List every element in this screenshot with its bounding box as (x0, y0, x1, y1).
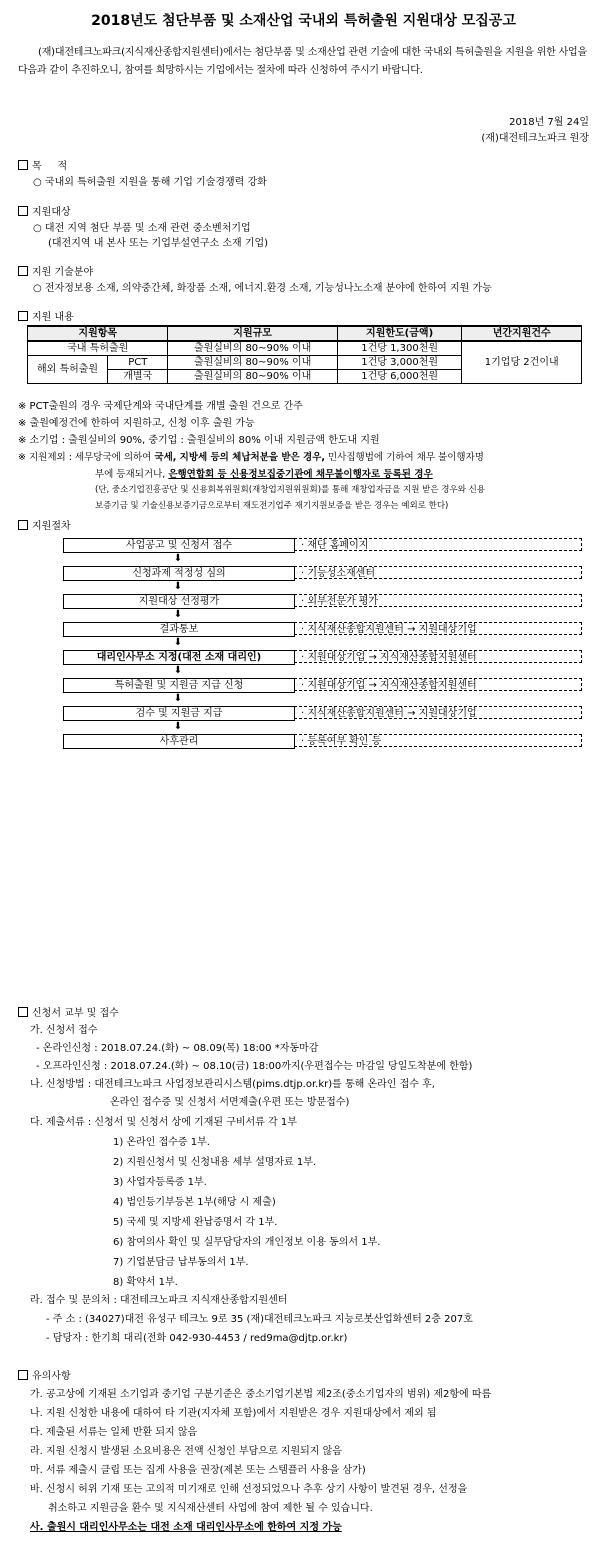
caution-line: 취소하고 지원금을 환수 및 지식재산센터 사업에 참여 제한 될 수 있습니다. (48, 1503, 373, 1514)
procedure-step: 신청과제 적정성 심의 (63, 566, 295, 581)
section-purpose-heading: 목 적 (18, 157, 67, 172)
table-header-limit: 지원한도(금액) (337, 326, 462, 341)
issuer: (재)대전테크노파크 원장 (481, 133, 589, 144)
application-line: 라. 접수 및 문의처 : 대전테크노파크 지식재산종합지원센터 (30, 1295, 288, 1306)
row-subitem: PCT (108, 356, 168, 370)
note-exclusion-line2: 부에 등재되거나, 은행연합회 등 신용정보집중기관에 채무불이행자로 등록된 경우 (95, 469, 433, 480)
procedure-step: 검수 및 지원금 지급 (63, 706, 295, 721)
document-item: 8) 확약서 1부. (113, 1277, 178, 1288)
table-row (28, 341, 582, 356)
checkbox-square-icon (18, 206, 28, 216)
arrow-down-icon: ⬇ (173, 721, 183, 732)
row-scale: 출원실비의 80~90% 이내 (168, 341, 337, 356)
application-line: - 온라인신청 : 2018.07.24.(화) ~ 08.09(목) 18:00 *자동마감 (36, 1043, 319, 1054)
application-contact: - 담당자 : 한기희 대리(전화 042-930-4453 / red9ma@djtp.or.kr) (46, 1333, 348, 1344)
row-item: 국내 특허출원 (28, 341, 168, 356)
caution-line: 바. 신청시 허위 기재 또는 고의적 미기재로 인해 선정되었으나 추후 상기 사항이 발견된 경우, 선정을 (30, 1484, 468, 1495)
arrow-down-icon: ⬇ (173, 609, 183, 620)
row-limit: 1건당 3,000천원 (337, 356, 462, 370)
procedure-step: 지원대상 선정평가 (63, 594, 295, 609)
caution-line-emphasis: 사. 출원시 대리인사무소는 대전 소재 대리인사무소에 한하여 지정 가능 (30, 1522, 342, 1533)
section-cautions-heading: 유의사항 (18, 1367, 71, 1382)
caution-line: 라. 지원 신청시 발생된 소요비용은 전액 신청인 부담으로 지원되지 않음 (30, 1446, 342, 1457)
document-item: 1) 온라인 접수증 1부. (113, 1137, 210, 1148)
application-line: 가. 신청서 접수 (30, 1025, 98, 1036)
note-exclusion-line4: 보증기금 및 기술신용보증기금으로부터 재도전기업주 재기지원보증을 받은 경우는 예외로 한다) (95, 501, 449, 511)
checkbox-square-icon (18, 1007, 28, 1017)
section-field-heading: 지원 기술분야 (18, 263, 93, 278)
arrow-down-icon: ⬇ (173, 637, 183, 648)
row-annual: 1기업당 2건이내 (462, 341, 582, 384)
field-item: ○ 전자정보용 소재, 의약중간체, 화장품 소재, 에너지.환경 소재, 기능성나노소재 분야에 한하여 지원 가능 (33, 283, 492, 294)
caution-line: 다. 제출된 서류는 일체 반환 되지 않음 (30, 1427, 198, 1438)
procedure-note: · 재단 홈페이지 (294, 538, 582, 551)
checkbox-square-icon (18, 266, 28, 276)
table-header-scale: 지원규모 (168, 326, 337, 341)
procedure-step: 대리인사무소 지정(대전 소재 대리인) (63, 650, 295, 665)
intro-paragraph: (재)대전테크노파크(지식재산종합지원센터)에서는 첨단부품 및 소재산업 관련 기술에 대한 국내외 특허출원을 지원을 위한 사업을 다음과 같이 추진하오니, 참여를 희망하시는 기업에서는 절차에 따라 신청하여 주시기 바랍니다. (18, 47, 587, 76)
checkbox-square-icon (18, 520, 28, 530)
note-application: ※ 출원예정건에 한하여 지원하고, 신청 이후 출원 가능 (18, 418, 255, 429)
arrow-down-icon: ⬇ (173, 665, 183, 676)
section-target-heading: 지원대상 (18, 203, 71, 218)
procedure-note: · 지식재산종합지원센터 → 지원대상기업 (294, 622, 582, 635)
procedure-step: 사후관리 (63, 734, 295, 749)
target-subitem: (대전지역 내 본사 또는 기업부설연구소 소재 기업) (48, 238, 269, 249)
application-line: 나. 신청방법 : 대전테크노파크 사업정보관리시스템(pims.dtjp.or.kr)를 통해 온라인 접수 후, (30, 1079, 435, 1090)
document-item: 3) 사업자등록증 1부. (113, 1177, 207, 1188)
procedure-note: · 기능성소재센터 (294, 566, 582, 579)
procedure-note: · 지식재산종합지원센터 → 지원대상기업 (294, 706, 582, 719)
procedure-note: · 외부전문가 평가 (294, 594, 582, 607)
document-item: 6) 참여의사 확인 및 실무담당자의 개인정보 이용 동의서 1부. (113, 1237, 381, 1248)
checkbox-square-icon (18, 1370, 28, 1380)
procedure-step: 특허출원 및 지원금 지급 신청 (63, 678, 295, 693)
section-application-heading: 신청서 교부 및 접수 (18, 1004, 119, 1019)
note-exclusion-line3: (단, 중소기업진흥공단 및 신용회복위원회(재창업지원위원회)를 통해 재창업자금을 지원 받은 경우와 신용 (95, 485, 486, 495)
document-item: 4) 법인등기부등본 1부(해당 시 제출) (113, 1197, 276, 1208)
checkbox-square-icon (18, 160, 28, 170)
row-limit: 1건당 1,300천원 (337, 341, 462, 356)
purpose-item: ○ 국내외 특허출원 지원을 통해 기업 기술경쟁력 강화 (33, 177, 267, 188)
row-scale: 출원실비의 80~90% 이내 (168, 370, 337, 384)
note-pct: ※ PCT출원의 경우 국제단계와 국내단계를 개별 출원 건으로 간주 (18, 401, 303, 412)
row-scale: 출원실비의 80~90% 이내 (168, 356, 337, 370)
procedure-note: · 지원대상기업 → 지식재산종합지원센터 (294, 678, 582, 691)
row-limit: 1건당 6,000천원 (337, 370, 462, 384)
document-item: 7) 기업분담금 납부동의서 1부. (113, 1257, 249, 1268)
procedure-note: · 지원대상기업 → 지식재산종합지원센터 (294, 650, 582, 663)
page-title: 2018년도 첨단부품 및 소재산업 국내외 특허출원 지원대상 모집공고 (91, 13, 516, 29)
note-exclusion: ※ 지원제외 : 세무당국에 의하여 국세, 지방세 등의 체납처분을 받은 경우, 민사집행법에 기하여 채무 불이행자명 (18, 452, 484, 463)
section-content-heading: 지원 내용 (18, 308, 74, 323)
support-table (27, 325, 582, 384)
application-line: 다. 제출서류 : 신청서 및 신청서 상에 기재된 구비서류 각 1부 (30, 1117, 297, 1128)
checkbox-square-icon (18, 311, 28, 321)
table-header-annual: 년간지원건수 (462, 326, 582, 341)
target-item: ○ 대전 지역 첨단 부품 및 소재 관련 중소벤처기업 (33, 223, 251, 234)
note-company-size: ※ 소기업 : 출원실비의 90%, 중기업 : 출원실비의 80% 이내 지원금액 한도내 지원 (18, 435, 380, 446)
application-line: 온라인 접수증 및 신청서 서면제출(우편 또는 방문접수) (110, 1097, 350, 1108)
arrow-down-icon: ⬇ (173, 693, 183, 704)
caution-line: 가. 공고상에 기재된 소기업과 중기업 구분기준은 중소기업기본법 제2조(중소기업자의 범위) 제2항에 따름 (30, 1389, 492, 1400)
application-line: - 오프라인신청 : 2018.07.24.(화) ~ 08.10(금) 18:00까지(우편접수는 마감일 당일도착분에 한함) (36, 1061, 473, 1072)
section-procedure-heading: 지원절차 (18, 517, 71, 532)
procedure-step: 결과통보 (63, 622, 295, 637)
caution-line: 나. 지원 신청한 내용에 대하여 타 기관(지자체 포함)에서 지원받은 경우 지원대상에서 제외 됨 (30, 1408, 437, 1419)
caution-line: 마. 서류 제출시 클립 또는 집게 사용을 권장(제본 또는 스템플러 사용을 삼가) (30, 1465, 366, 1476)
document-item: 2) 지원신청서 및 신청내용 세부 설명자료 1부. (113, 1157, 317, 1168)
procedure-step: 사업공고 및 신청서 접수 (63, 538, 295, 553)
notice-date: 2018년 7월 24일 (509, 117, 589, 128)
application-address: - 주 소 : (34027)대전 유성구 테크노 9로 35 (재)대전테크노파크 지능로봇산업화센터 2층 207호 (46, 1314, 473, 1325)
arrow-down-icon: ⬇ (173, 553, 183, 564)
arrow-down-icon: ⬇ (173, 581, 183, 592)
document-item: 5) 국세 및 지방세 완납증명서 각 1부. (113, 1217, 278, 1228)
row-subitem: 개별국 (108, 370, 168, 384)
procedure-note: · 등록여부 확인 등 (294, 734, 582, 747)
table-header-item: 지원항목 (28, 326, 168, 341)
row-item: 해외 특허출원 (28, 356, 108, 384)
